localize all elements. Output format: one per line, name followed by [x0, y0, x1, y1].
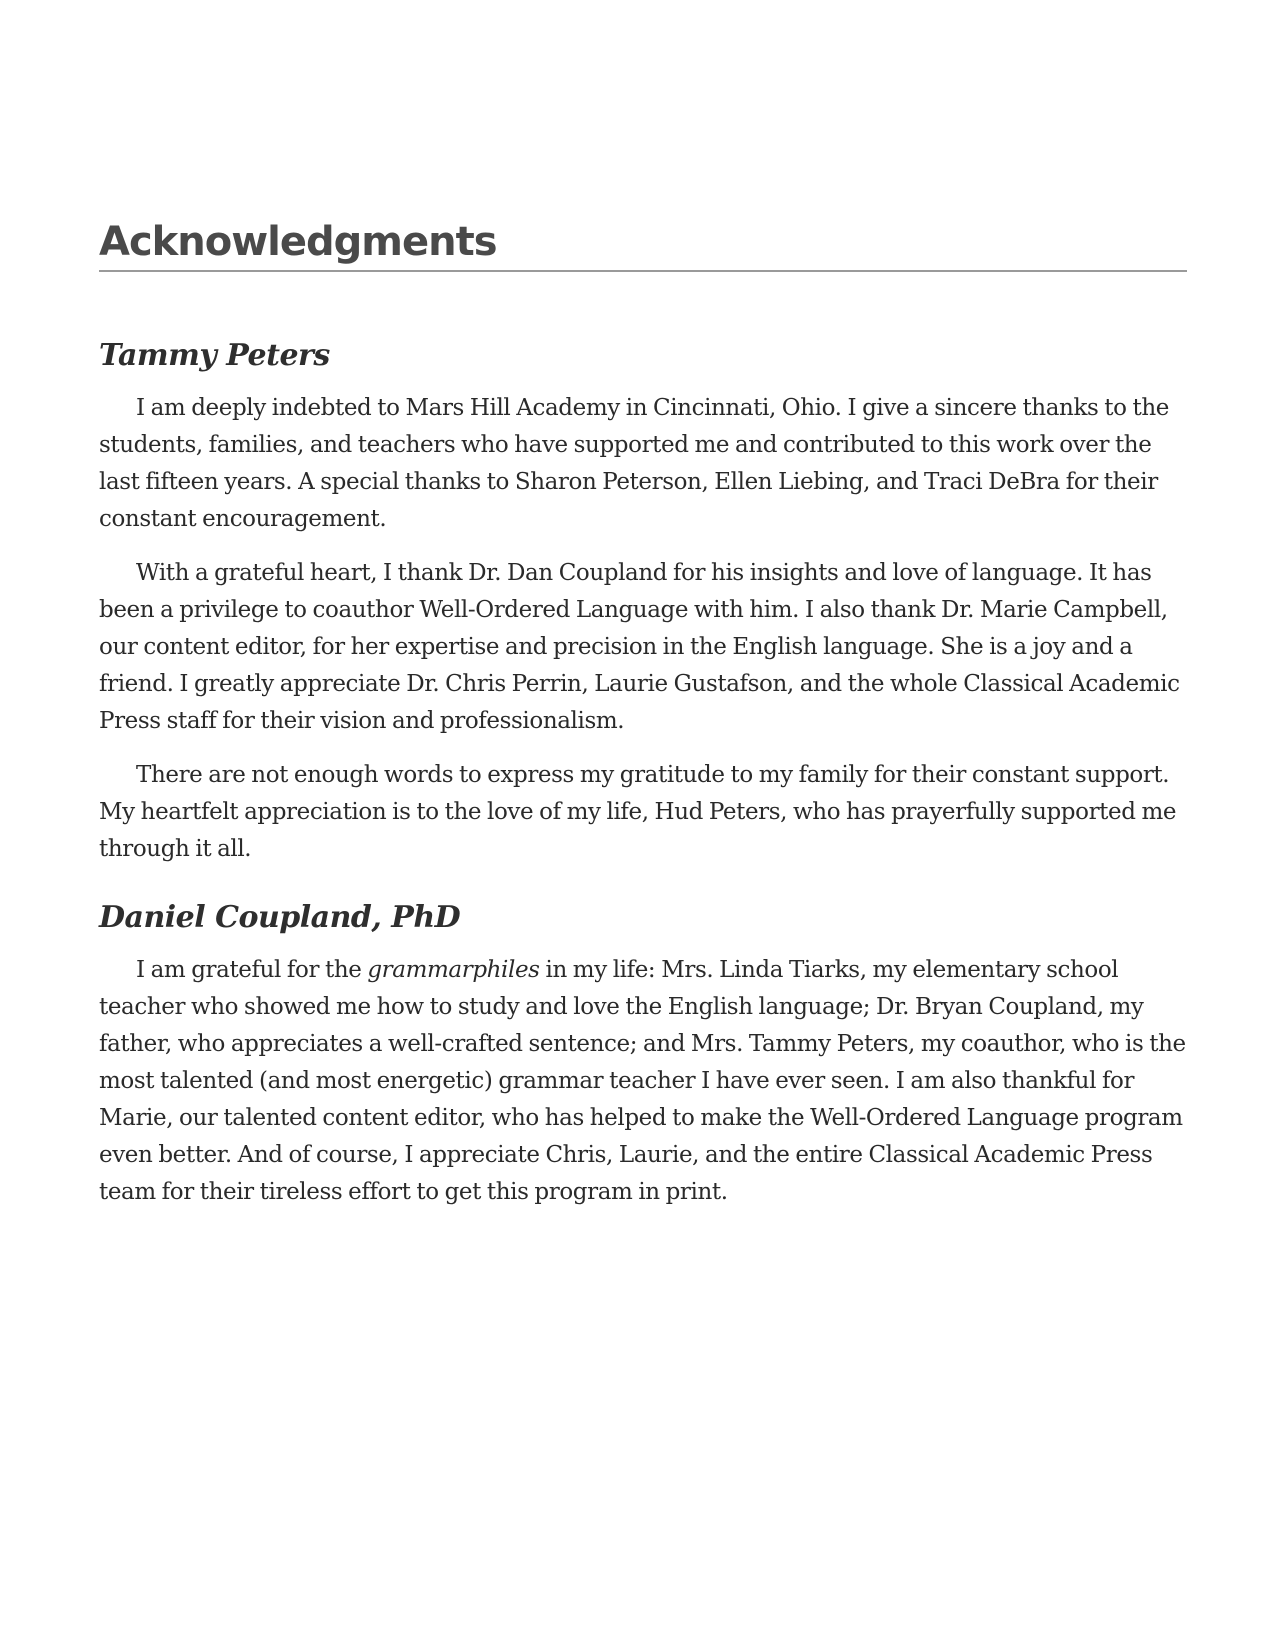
section-author-heading: Daniel Coupland, PhD [99, 900, 461, 935]
paragraph [99, 952, 1187, 1211]
emphasized-word: grammarphiles [367, 957, 540, 983]
paragraph: With a grateful heart, I thank Dr. Dan Coupland for his insights and love of language. It has been a privilege to coauthor Well-Ordered Language with him. I also thank Dr. Marie Campbell, our content editor, for her expertise and precision in the English language. She is a joy and a friend. I greatly appreciate Dr. Chris Perrin, Laurie Gustafson, and the whole Classical Academic Press staff for their vision and professionalism. [99, 560, 1180, 734]
section-daniel-coupland [99, 898, 1187, 1211]
paragraph-text: I am grateful for the [136, 957, 368, 983]
paragraph: There are not enough words to express my gratitude to my family for their constant support. My heartfelt appreciation is to the love of my life, Hud Peters, who has prayerfully supported me through it all. [99, 762, 1177, 862]
section-tammy-peters [99, 336, 1187, 868]
document-page [99, 220, 1187, 1211]
page-title: Acknowledgments [99, 219, 497, 265]
title-rule [99, 220, 1187, 272]
section-author-heading: Tammy Peters [99, 338, 330, 373]
paragraph-text: in my life: Mrs. Linda Tiarks, my elementary school teacher who showed me how to study and love the English language; Dr. Bryan Coupland, my father, who appreciates a well-crafted sentence; and Mrs. Tammy Peters, my coauthor, who is the most talented (and most energetic) grammar teacher I have ever seen. I am also thankful for Marie, our talented content editor, who has helped to make the Well-Ordered Language program even better. And of course, I appreciate Chris, Laurie, and the entire Classical Academic Press team for their tireless effort to get this program in print. [99, 957, 1186, 1205]
paragraph: I am deeply indebted to Mars Hill Academy in Cincinnati, Ohio. I give a sincere thanks to the students, families, and teachers who have supported me and contributed to this work over the last fifteen years. A special thanks to Sharon Peterson, Ellen Liebing, and Traci DeBra for their constant encouragement. [99, 395, 1169, 532]
